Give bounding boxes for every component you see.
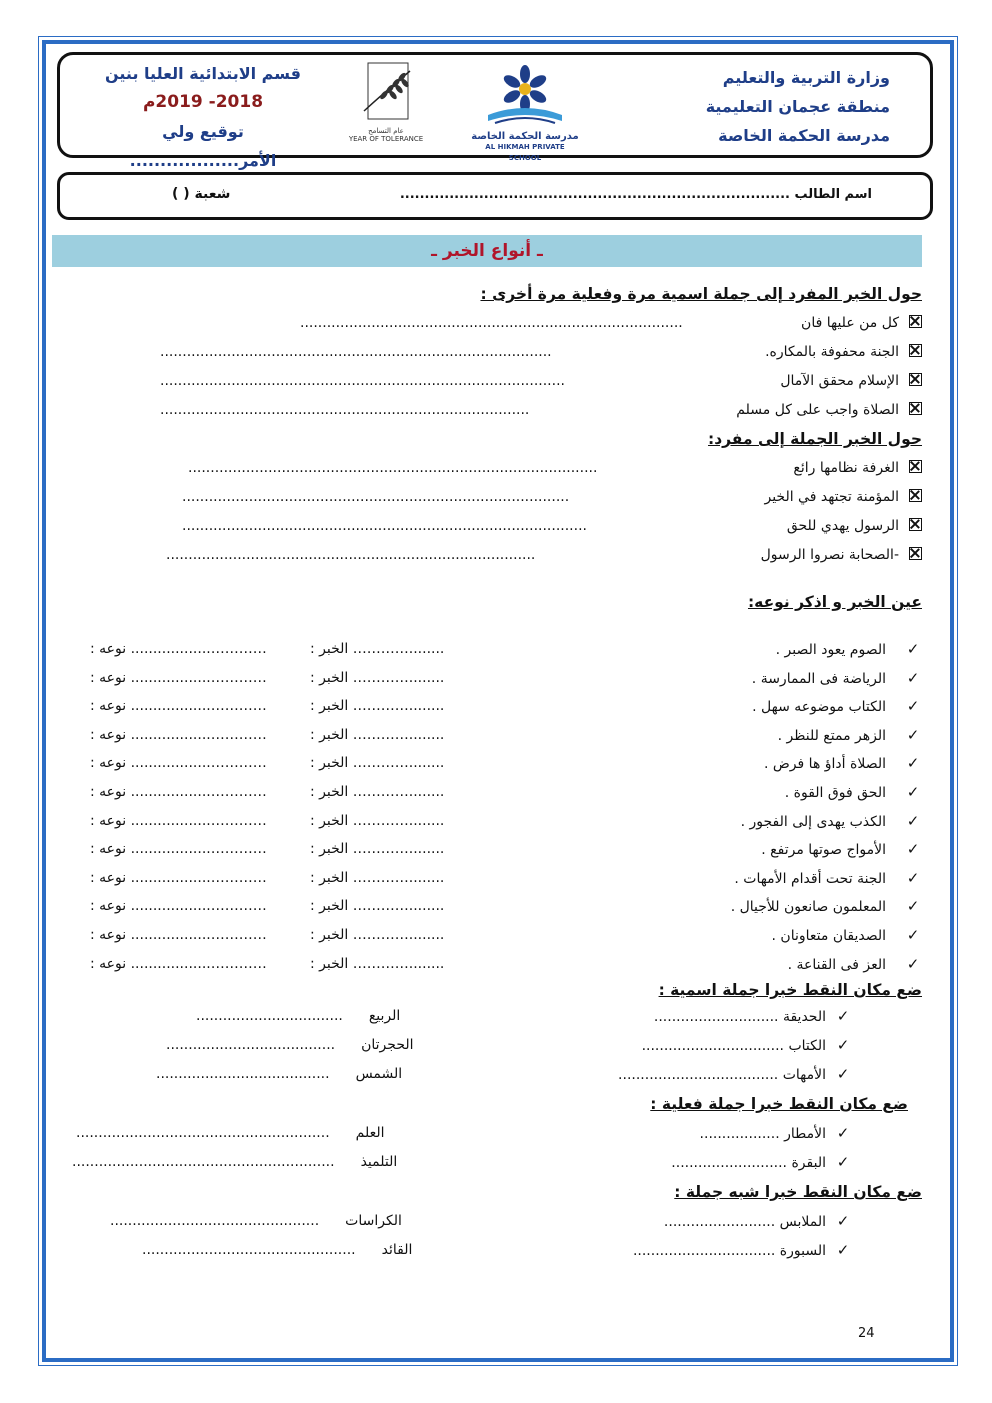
khabar-field[interactable]: ........………… الخبر :	[310, 698, 445, 715]
list-item: ✓البقرة .......................... التلميذ...........................................................	[60, 1148, 922, 1177]
khabar-field[interactable]: ........………… الخبر :	[310, 726, 445, 743]
school-logo-icon	[470, 63, 580, 127]
answer-line[interactable]: ................................	[641, 1038, 784, 1055]
left-subject: الكراسات	[345, 1213, 402, 1230]
checkbox-icon	[909, 344, 922, 357]
type-field[interactable]: ………….................. نوعه :	[90, 698, 267, 715]
type-field[interactable]: ………….................. نوعه :	[90, 726, 267, 743]
khabar-field[interactable]: ........………… الخبر :	[310, 783, 445, 800]
khabar-field[interactable]: ........………… الخبر :	[310, 669, 445, 686]
check-icon: ✓	[906, 868, 920, 887]
check-icon: ✓	[906, 897, 920, 916]
table-row	[60, 664, 922, 693]
sentence: الصوم يعود الصبر .	[775, 642, 886, 658]
sentence: الرياضة فى الممارسة .	[751, 670, 886, 687]
zone-name: منطقة عجمان التعليمية	[705, 97, 890, 116]
answer-line[interactable]: ..........................	[671, 1155, 788, 1172]
list-item: المؤمنة تجتهد في الخير .......................................................................................	[60, 483, 922, 512]
sentence: الكتاب موضوعه سهل .	[752, 699, 886, 716]
table-row	[60, 864, 922, 893]
left-subject: الشمس	[355, 1066, 403, 1083]
list-item: ✓الملابس ......................... الكراسات...............................................	[60, 1207, 922, 1236]
section3-list	[60, 635, 922, 978]
table-row	[60, 635, 922, 664]
answer-line[interactable]: .........................................................	[76, 1125, 330, 1142]
table-row	[60, 778, 922, 807]
answer-line[interactable]: ....................................	[618, 1067, 779, 1084]
academic-year: 2018- 2019م	[142, 92, 264, 112]
section5-list	[60, 1119, 922, 1177]
section4-list	[60, 1002, 922, 1089]
school-name: مدرسة الحكمة الخاصة	[718, 126, 890, 145]
type-field[interactable]: ………….................. نوعه :	[90, 641, 267, 657]
section6-list	[60, 1207, 922, 1265]
sentence: المعلمون صانعون للأجيال .	[730, 899, 886, 916]
answer-line[interactable]: ...........................................................................................	[182, 518, 587, 534]
section1-heading: حول الخبر المفرد إلى جملة اسمية مرة وفعلية مرة أخرى :	[480, 285, 922, 303]
check-icon: ✓	[836, 1212, 850, 1231]
check-icon: ✓	[836, 1036, 850, 1055]
left-pair	[142, 1236, 412, 1265]
checkbox-icon	[909, 315, 922, 328]
khabar-field[interactable]: ........………… الخبر :	[310, 955, 445, 972]
sentence: الجنة تحت أقدام الأمهات .	[734, 870, 886, 887]
wheat-icon	[356, 61, 416, 123]
table-row	[60, 807, 922, 836]
sentence: العز فى القناعة .	[787, 956, 886, 973]
checkbox-icon	[909, 402, 922, 415]
left-subject: القائد	[381, 1242, 413, 1259]
section2-heading: حول الخبر الجملة إلى مفرد:	[708, 430, 922, 448]
type-field[interactable]: ………….................. نوعه :	[90, 669, 267, 686]
left-subject: الحجرتان	[361, 1037, 414, 1054]
check-icon: ✓	[836, 1241, 850, 1260]
list-item: -الصحابة نصروا الرسول ...................................................................................	[60, 541, 922, 570]
section4-heading: ضع مكان النقط خبرا جملة اسمية :	[658, 981, 922, 1000]
table-row	[60, 835, 922, 864]
table-row	[60, 921, 922, 950]
left-pair	[166, 1031, 414, 1060]
left-pair	[110, 1207, 402, 1236]
check-icon: ✓	[906, 668, 920, 687]
table-row	[60, 950, 922, 979]
list-item: ✓الكتاب ................................ الحجرتان......................................	[60, 1031, 922, 1060]
khabar-field[interactable]: ........………… الخبر :	[310, 926, 445, 943]
sentence: الأمواج صوتها مرتفع .	[761, 842, 886, 859]
answer-line[interactable]: ................................	[632, 1243, 776, 1260]
answer-line[interactable]: ............................	[653, 1009, 779, 1026]
type-field[interactable]: ………….................. نوعه :	[90, 783, 267, 800]
answer-line[interactable]: ......................................................................................	[300, 315, 683, 331]
left-pair	[72, 1148, 397, 1177]
student-name-field[interactable]: اسم الطالب ...............................................................................	[399, 187, 872, 202]
sentence: الصلاة أداؤ ها فرض .	[763, 756, 886, 773]
student-info-box	[57, 172, 933, 220]
list-item: ✓الأمطار .................. العلم.........................................................	[60, 1119, 922, 1148]
type-field[interactable]: ………….................. نوعه :	[90, 755, 267, 772]
check-icon: ✓	[906, 954, 920, 973]
section3-heading: عين الخبر و اذكر نوعه:	[747, 593, 922, 611]
check-icon: ✓	[836, 1007, 850, 1026]
list-item: الغرفة نظامها رائع ............................................................................................	[60, 454, 922, 483]
table-row	[60, 692, 922, 721]
list-item: كل من عليها فان ......................................................................................	[60, 309, 922, 338]
check-icon: ✓	[906, 697, 920, 716]
header-box	[57, 52, 933, 170]
tolerance-ar: عام التسامح	[368, 127, 404, 135]
guardian-signature: توقيع ولي الأمر..................	[129, 122, 277, 170]
ministry-name: وزارة التربية والتعليم	[722, 68, 890, 87]
type-field[interactable]: ………….................. نوعه :	[90, 869, 267, 886]
check-icon: ✓	[906, 640, 920, 658]
answer-line[interactable]: .......................................	[156, 1066, 330, 1083]
table-row	[60, 721, 922, 750]
checkbox-icon	[909, 460, 922, 473]
answer-line[interactable]: ........................................................................................	[160, 344, 552, 360]
answer-line[interactable]: ......................................	[166, 1037, 336, 1054]
section-name: قسم الابتدائية العليا بنين	[105, 64, 301, 83]
list-item: الإسلام محقق الآمال ...........................................................................................	[60, 367, 922, 396]
answer-line[interactable]: ............................................................................................	[188, 460, 598, 476]
worksheet-title: ـ أنواع الخبر ـ	[52, 235, 922, 267]
left-pair	[76, 1119, 385, 1148]
list-item: ✓الأمهات .................................... الشمس.......................................	[60, 1060, 922, 1089]
school-logo-ar: مدرسة الحكمة الخاصة	[471, 131, 579, 142]
type-field[interactable]: ………….................. نوعه :	[90, 812, 267, 829]
answer-line[interactable]: ...................................................................................	[160, 402, 530, 418]
answer-line[interactable]: .......................................................................................	[182, 489, 570, 505]
khabar-field[interactable]: ........………… الخبر :	[310, 869, 445, 886]
header-left	[88, 59, 318, 175]
check-icon: ✓	[906, 782, 920, 801]
type-field[interactable]: ………….................. نوعه :	[90, 841, 267, 858]
check-icon: ✓	[906, 725, 920, 744]
list-item: الصلاة واجب على كل مسلم ...................................................................................	[60, 396, 922, 425]
khabar-field[interactable]: ........………… الخبر :	[310, 898, 445, 915]
table-row	[60, 749, 922, 778]
sentence: الكذب يهدى إلى الفجور .	[740, 813, 886, 830]
sentence: الصديقان متعاونان .	[771, 927, 886, 944]
answer-line[interactable]: ...............................................	[110, 1213, 320, 1230]
khabar-field[interactable]: ........………… الخبر :	[310, 641, 445, 657]
left-subject: العلم	[355, 1125, 385, 1142]
khabar-field[interactable]: ........………… الخبر :	[310, 755, 445, 772]
checkbox-icon	[909, 373, 922, 386]
check-icon: ✓	[836, 1153, 850, 1172]
tolerance-logo	[346, 61, 426, 153]
table-row	[60, 892, 922, 921]
list-item: ✓الحديقة ............................ الربيع.................................	[60, 1002, 922, 1031]
type-field[interactable]: ………….................. نوعه :	[90, 926, 267, 943]
check-icon: ✓	[906, 925, 920, 944]
type-field[interactable]: ………….................. نوعه :	[90, 955, 267, 972]
school-logo-en: AL HIKMAH PRIVATE SCHOOL	[485, 143, 565, 162]
worksheet-content	[60, 280, 922, 1265]
check-icon: ✓	[836, 1065, 850, 1084]
khabar-field[interactable]: ........………… الخبر :	[310, 841, 445, 858]
checkbox-icon	[909, 489, 922, 502]
answer-line[interactable]: ...........................................................	[72, 1154, 335, 1171]
answer-line[interactable]: ...........................................................................................	[160, 373, 565, 389]
left-subject: الربيع	[368, 1008, 401, 1025]
page-number: 24	[858, 1326, 875, 1341]
answer-line[interactable]: ................................................	[142, 1242, 356, 1259]
section5-heading: ضع مكان النقط خبرا جملة فعلية :	[650, 1095, 908, 1114]
section6-heading: ضع مكان النقط خبرا شبه جملة :	[674, 1183, 922, 1202]
left-pair	[196, 1002, 400, 1031]
answer-line[interactable]: .........................	[663, 1214, 776, 1231]
answer-line[interactable]: ...................................................................................	[166, 547, 536, 563]
list-item: الجنة محفوفة بالمكاره. ........................................................................................	[60, 338, 922, 367]
list-item: ✓السبورة ................................ القائد................................................	[60, 1236, 922, 1265]
answer-line[interactable]: ..................	[699, 1126, 780, 1143]
checkbox-icon	[909, 518, 922, 531]
khabar-field[interactable]: ........………… الخبر :	[310, 812, 445, 829]
header-right	[660, 63, 890, 150]
checkbox-icon	[909, 547, 922, 560]
school-logo	[470, 63, 580, 162]
left-subject: التلميذ	[360, 1154, 398, 1171]
answer-line[interactable]: .................................	[196, 1008, 343, 1025]
class-field[interactable]: شعبة ( )	[172, 186, 231, 202]
left-pair	[156, 1060, 402, 1089]
check-icon: ✓	[906, 811, 920, 830]
check-icon: ✓	[836, 1124, 850, 1143]
check-icon: ✓	[906, 840, 920, 859]
check-icon: ✓	[906, 754, 920, 773]
tolerance-en: YEAR OF TOLERANCE	[348, 135, 424, 143]
list-item: الرسول يهدي للحق ...........................................................................................	[60, 512, 922, 541]
sentence: الحق فوق القوة .	[784, 784, 886, 801]
sentence: الزهر ممتع للنظر .	[777, 727, 886, 744]
type-field[interactable]: ………….................. نوعه :	[90, 898, 267, 915]
